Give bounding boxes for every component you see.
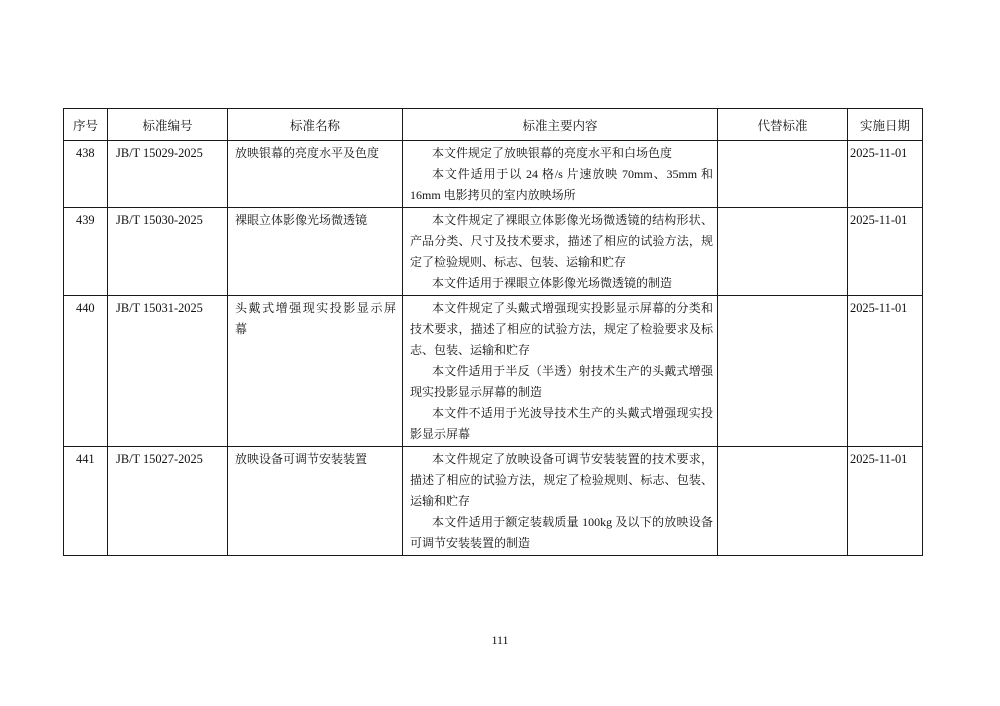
content-line: 本文件规定了裸眼立体影像光场微透镜的结构形状、 [432, 213, 713, 227]
content-line: 本文件规定了头戴式增强现实投影显示屏幕的分类和 [432, 301, 713, 315]
content-paragraph [410, 449, 713, 512]
page-number: 111 [491, 633, 509, 647]
table-row [64, 447, 923, 556]
content-line: 志、包装、运输和贮存 [410, 343, 531, 357]
content-paragraph [410, 164, 713, 206]
content-paragraph [410, 210, 713, 273]
implementation-date-cell: 2025-11-01 [848, 208, 923, 296]
content-paragraph [410, 403, 713, 445]
table-row [64, 141, 923, 208]
standards-table [63, 108, 923, 556]
content-line: 技术要求，描述了相应的试验方法，规定了检验要求及标 [410, 322, 713, 336]
content-paragraph [410, 273, 713, 294]
content-line: 本文件适用于裸眼立体影像光场微透镜的制造 [432, 276, 673, 290]
standard-name-cell [228, 296, 403, 447]
content-line: 本文件适用于半反（半透）射技术生产的头戴式增强 [432, 364, 713, 378]
standard-name-cell [228, 447, 403, 556]
standard-name-cell [228, 141, 403, 208]
implementation-date-cell: 2025-11-01 [848, 141, 923, 208]
header-standard-name: 标准名称 [228, 109, 403, 141]
content-line: 产品分类、尺寸及技术要求，描述了相应的试验方法，规 [410, 234, 713, 248]
standard-name-line: 头戴式增强现实投影显示屏 [235, 301, 396, 315]
serial-number-cell: 440 [64, 296, 108, 447]
content-line: 描述了相应的试验方法，规定了检验规则、标志、包装、 [410, 473, 713, 487]
table-header-row [64, 109, 923, 141]
content-line: 现实投影显示屏幕的制造 [410, 385, 543, 399]
replaced-standard-cell [718, 447, 848, 556]
header-standard-code: 标准编号 [108, 109, 228, 141]
content-line: 本文件不适用于光波导技术生产的头戴式增强现实投 [432, 406, 713, 420]
implementation-date-cell: 2025-11-01 [848, 296, 923, 447]
standard-content-cell [403, 141, 718, 208]
table-row [64, 208, 923, 296]
standard-content-cell [403, 447, 718, 556]
replaced-standard-cell [718, 208, 848, 296]
serial-number-cell: 439 [64, 208, 108, 296]
serial-number-cell: 441 [64, 447, 108, 556]
standard-code-cell: JB/T 15029-2025 [108, 141, 228, 208]
standard-name-line: 裸眼立体影像光场微透镜 [235, 213, 368, 227]
header-serial-number: 序号 [64, 109, 108, 141]
content-line: 可调节安装装置的制造 [410, 536, 531, 550]
standard-name-line: 幕 [235, 322, 248, 336]
content-line: 16mm 电影拷贝的室内放映场所 [410, 188, 576, 202]
content-paragraph [410, 361, 713, 403]
replaced-standard-cell [718, 296, 848, 447]
header-implementation-date: 实施日期 [848, 109, 923, 141]
table-body [64, 141, 923, 556]
serial-number-cell: 438 [64, 141, 108, 208]
standard-code-cell: JB/T 15030-2025 [108, 208, 228, 296]
content-line: 本文件适用于额定装载质量 100kg 及以下的放映设备 [432, 515, 713, 529]
table-row [64, 296, 923, 447]
content-line: 本文件规定了放映设备可调节安装装置的技术要求， [432, 452, 713, 466]
content-line: 定了检验规则、标志、包装、运输和贮存 [410, 255, 627, 269]
content-paragraph [410, 143, 713, 164]
content-paragraph [410, 298, 713, 361]
header-standard-content: 标准主要内容 [403, 109, 718, 141]
content-line: 影显示屏幕 [410, 427, 471, 441]
content-line: 本文件适用于以 24 格/s 片速放映 70mm、35mm 和 [432, 167, 713, 181]
content-paragraph [410, 512, 713, 554]
standard-name-cell [228, 208, 403, 296]
header-replaced-standard: 代替标准 [718, 109, 848, 141]
standard-name-line: 放映银幕的亮度水平及色度 [235, 146, 380, 160]
content-line: 本文件规定了放映银幕的亮度水平和白场色度 [432, 146, 673, 160]
standard-code-cell: JB/T 15027-2025 [108, 447, 228, 556]
standard-content-cell [403, 208, 718, 296]
standard-name-line: 放映设备可调节安装装置 [235, 452, 368, 466]
standard-content-cell [403, 296, 718, 447]
content-line: 运输和贮存 [410, 494, 471, 508]
implementation-date-cell: 2025-11-01 [848, 447, 923, 556]
standard-code-cell: JB/T 15031-2025 [108, 296, 228, 447]
replaced-standard-cell [718, 141, 848, 208]
